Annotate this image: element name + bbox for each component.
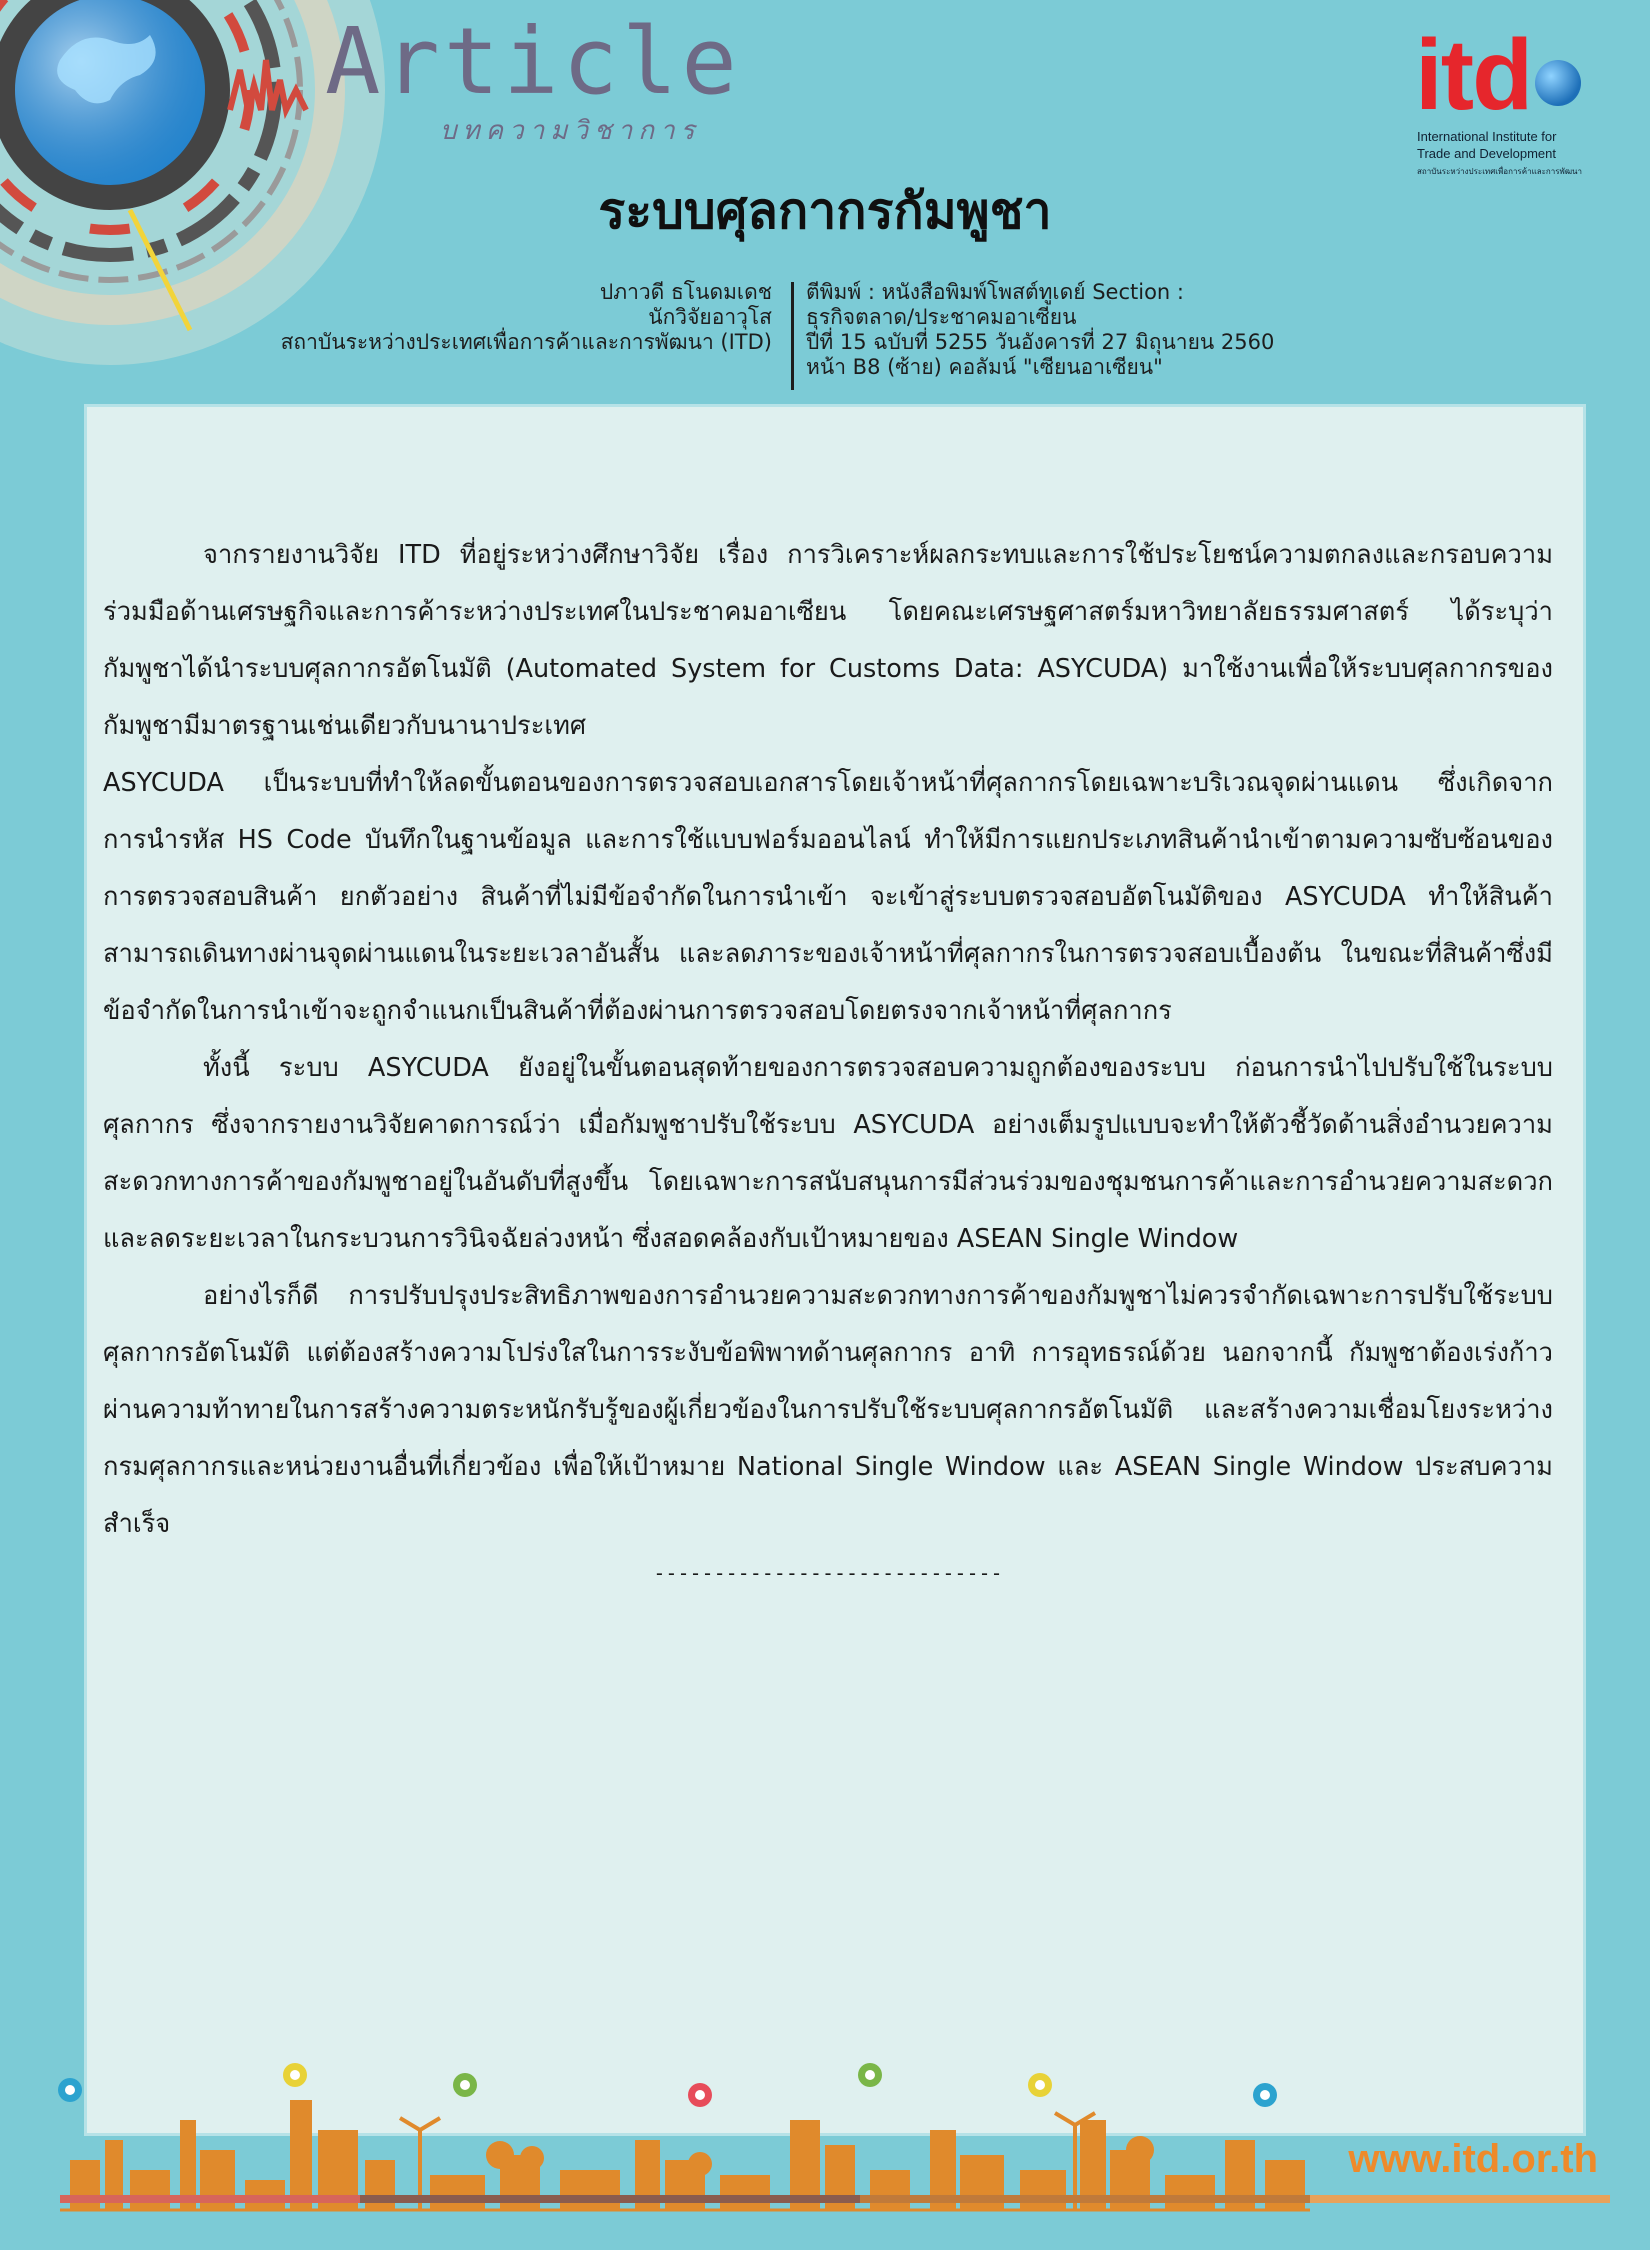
author-block — [281, 280, 772, 355]
publication-line-2: ธุรกิจตลาด/ประชาคมอาเซียน — [806, 305, 1077, 329]
header-divider — [791, 282, 794, 390]
logo-wordmark: itd — [1415, 19, 1532, 131]
logo-tagline-2: Trade and Development — [1417, 146, 1556, 161]
publication-line-1: ตีพิมพ์ : หนังสือพิมพ์โพสต์ทูเดย์ Section : — [806, 280, 1184, 304]
itd-logo — [1415, 19, 1605, 176]
banner-subtitle: บทความวิชาการ — [440, 116, 701, 146]
article-body — [103, 527, 1553, 1593]
publication-line-3: ปีที่ 15 ฉบับที่ 5255 วันอังคารที่ 27 มิถุนายน 2560 — [806, 330, 1275, 354]
globe-icon — [1535, 60, 1581, 106]
paragraph-4: อย่างไรก็ดี การปรับปรุงประสิทธิภาพของการอำนวยความสะดวกทางการค้าของกัมพูชาไม่ควรจำกัดเฉพาะการปรับใช้ระบบศุลกากรอัตโนมัติ แต่ต้องสร้างความโปร่งใสในการระงับข้อพิพาทด้านศุลกากร อาทิ การอุทธรณ์ด้วย นอกจากนี้ กัมพูชาต้องเร่งก้าวผ่านความท้าทายในการสร้างความตระหนักรับรู้ของผู้เกี่ยวข้องในการปรับใช้ระบบศุลกากรอัตโนมัติ และสร้างความเชื่อมโยงระหว่างกรมศุลกากรและหน่วยงานอื่นที่เกี่ยวข้อง เพื่อให้เป้าหมาย National Single Window และ ASEAN Single Window ประสบความสำเร็จ — [103, 1281, 1553, 1539]
publication-line-4: หน้า B8 (ซ้าย) คอลัมน์ "เซียนอาเซียน" — [806, 355, 1163, 379]
paragraph-1: จากรายงานวิจัย ITD ที่อยู่ระหว่างศึกษาวิจัย เรื่อง การวิเคราะห์ผลกระทบและการใช้ประโยชน์ความตกลงและกรอบความร่วมมือด้านเศรษฐกิจและการค้าระหว่างประเทศในประชาคมอาเซียน โดยคณะเศรษฐศาสตร์มหาวิทยาลัยธรรมศาสตร์ ได้ระบุว่า กัมพูชาได้นำระบบศุลกากรอัตโนมัติ (Automated System for Customs Data: ASYCUDA) มาใช้งานเพื่อให้ระบบศุลกากรของกัมพูชามีมาตรฐานเช่นเดียวกับนานาประเทศ — [103, 540, 1553, 741]
paragraph-2: ASYCUDA เป็นระบบที่ทำให้ลดขั้นตอนของการตรวจสอบเอกสารโดยเจ้าหน้าที่ศุลกากรโดยเฉพาะบริเวณจุดผ่านแดน ซึ่งเกิดจากการนำรหัส HS Code บันทึกในฐานข้อมูล และการใช้แบบฟอร์มออนไลน์ ทำให้มีการแยกประเภทสินค้านำเข้าตามความซับซ้อนของการตรวจสอบสินค้า ยกตัวอย่าง สินค้าที่ไม่มีข้อจำกัดในการนำเข้า จะเข้าสู่ระบบตรวจสอบอัตโนมัติของ ASYCUDA ทำให้สินค้าสามารถเดินทางผ่านจุดผ่านแดนในระยะเวลาอันสั้น และลดภาระของเจ้าหน้าที่ศุลกากรในการตรวจสอบเบื้องต้น ในขณะที่สินค้าซึ่งมีข้อจำกัดในการนำเข้าจะถูกจำแนกเป็นสินค้าที่ต้องผ่านการตรวจสอบโดยตรงจากเจ้าหน้าที่ศุลกากร — [103, 768, 1553, 1026]
logo-tagline-thai: สถาบันระหว่างประเทศเพื่อการค้าและการพัฒนา — [1417, 167, 1583, 176]
end-separator: ----------------------------- — [653, 1561, 1003, 1585]
footer-color-bar — [60, 2195, 1610, 2203]
author-name: ปภาวดี ธโนดมเดช — [599, 280, 772, 304]
publication-block — [806, 280, 1274, 380]
author-institute: สถาบันระหว่างประเทศเพื่อการค้าและการพัฒนา (ITD) — [280, 330, 772, 354]
article-title: ระบบศุลกากรกัมพูชา — [598, 182, 1052, 240]
logo-tagline-1: International Institute for — [1417, 129, 1557, 144]
footer-website-link[interactable]: www.itd.or.th — [1348, 2137, 1598, 2181]
paragraph-3: ทั้งนี้ ระบบ ASYCUDA ยังอยู่ในขั้นตอนสุดท้ายของการตรวจสอบความถูกต้องของระบบ ก่อนการนำไปปรับใช้ในระบบศุลกากร ซึ่งจากรายงานวิจัยคาดการณ์ว่า เมื่อกัมพูชาปรับใช้ระบบ ASYCUDA อย่างเต็มรูปแบบจะทำให้ตัวชี้วัดด้านสิ่งอำนวยความสะดวกทางการค้าของกัมพูชาอยู่ในอันดับที่สูงขึ้น โดยเฉพาะการสนับสนุนการมีส่วนร่วมของชุมชนการค้าและการอำนวยความสะดวกและลดระยะเวลาในกระบวนการวินิจฉัยล่วงหน้า ซึ่งสอดคล้องกับเป้าหมายของ ASEAN Single Window — [103, 1053, 1553, 1254]
banner-article-word: Article — [325, 8, 741, 115]
article-body-panel — [84, 404, 1586, 2136]
author-position: นักวิจัยอาวุโส — [648, 305, 772, 329]
